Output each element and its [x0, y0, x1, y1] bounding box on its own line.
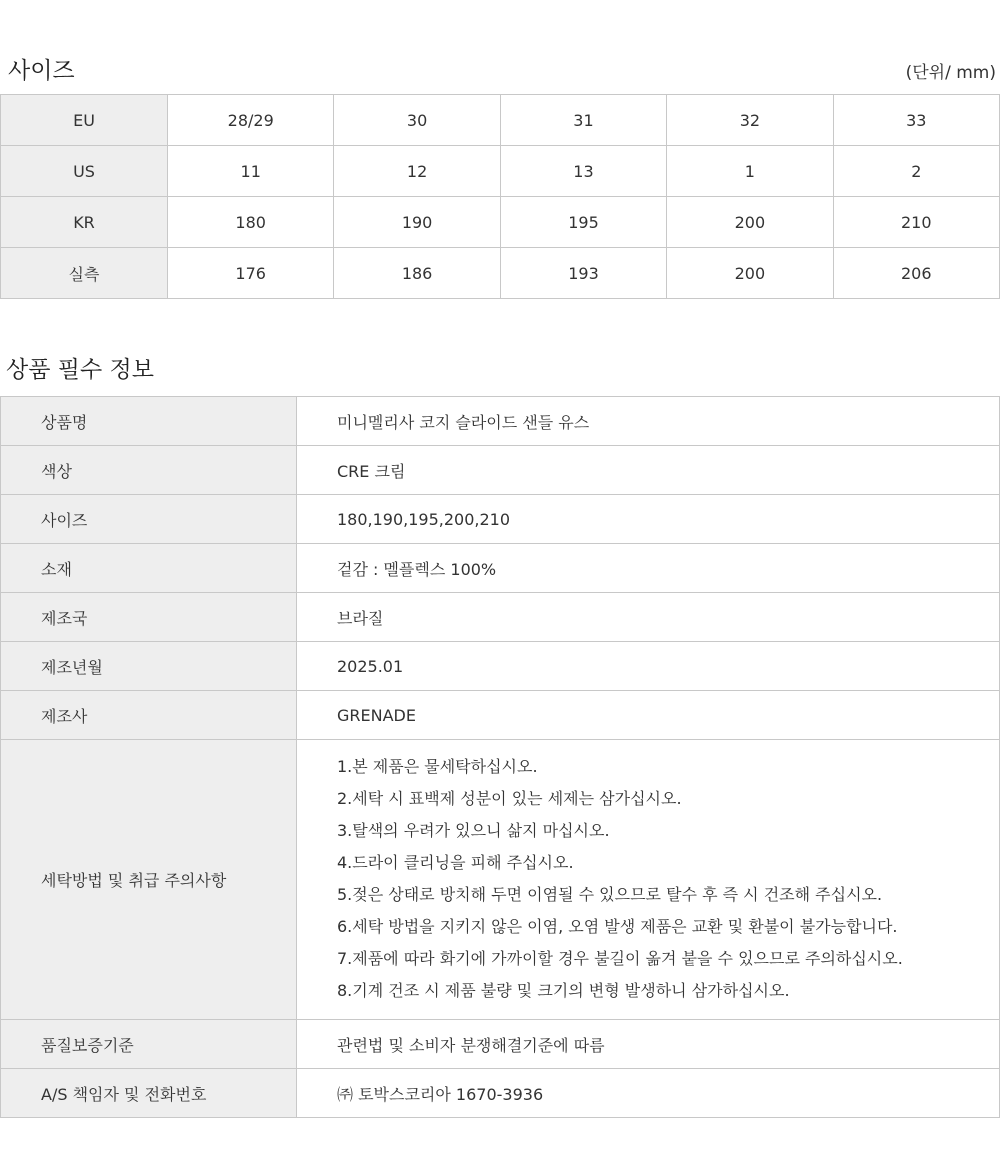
- size-cell: 186: [334, 248, 500, 299]
- care-item: 7.제품에 따라 화기에 가까이할 경우 불길이 옮겨 붙을 수 있으므로 주의하십시오.: [337, 948, 903, 968]
- size-row-kr: [1, 197, 1000, 248]
- care-item: 2.세탁 시 표백제 성분이 있는 세제는 삼가십시오.: [337, 788, 682, 808]
- info-label: 세탁방법 및 취급 주의사항: [1, 740, 297, 1020]
- info-row-manufacture-date: [1, 642, 1000, 691]
- size-cell: 31: [500, 95, 666, 146]
- size-cell: 33: [833, 95, 999, 146]
- info-value: GRENADE: [297, 691, 1000, 740]
- info-label: 사이즈: [1, 495, 297, 544]
- size-row-eu: [1, 95, 1000, 146]
- info-row-manufacturer: [1, 691, 1000, 740]
- info-row-color: [1, 446, 1000, 495]
- size-unit-label: (단위/ mm): [905, 63, 996, 83]
- info-section-title: 상품 필수 정보: [6, 357, 154, 383]
- size-cell: 180: [168, 197, 334, 248]
- product-info-table: [0, 396, 1000, 1118]
- size-cell: 1: [667, 146, 833, 197]
- size-row-label: EU: [1, 95, 168, 146]
- info-label: 상품명: [1, 397, 297, 446]
- info-value: 관련법 및 소비자 분쟁해결기준에 따름: [297, 1020, 1000, 1069]
- info-label: 제조국: [1, 593, 297, 642]
- care-item: 1.본 제품은 물세탁하십시오.: [337, 756, 538, 776]
- info-value: 미니멜리사 코지 슬라이드 샌들 유스: [297, 397, 1000, 446]
- size-row-label: KR: [1, 197, 168, 248]
- size-cell: 190: [334, 197, 500, 248]
- size-table: [0, 94, 1000, 299]
- size-cell: 195: [500, 197, 666, 248]
- size-cell: 193: [500, 248, 666, 299]
- size-cell: 28/29: [168, 95, 334, 146]
- info-row-country: [1, 593, 1000, 642]
- info-section-header: [0, 355, 1000, 389]
- size-cell: 176: [168, 248, 334, 299]
- care-item: 4.드라이 클리닝을 피해 주십시오.: [337, 852, 574, 872]
- size-cell: 12: [334, 146, 500, 197]
- size-cell: 30: [334, 95, 500, 146]
- info-label: 제조년월: [1, 642, 297, 691]
- size-cell: 2: [833, 146, 999, 197]
- care-item: 5.젖은 상태로 방치해 두면 이염될 수 있으므로 탈수 후 즉 시 건조해 주십시오.: [337, 884, 883, 904]
- care-list: [337, 741, 999, 1019]
- size-row-actual: [1, 248, 1000, 299]
- info-value: ㈜ 토박스코리아 1670-3936: [297, 1069, 1000, 1118]
- size-cell: 11: [168, 146, 334, 197]
- info-label: 품질보증기준: [1, 1020, 297, 1069]
- info-row-product-name: [1, 397, 1000, 446]
- info-row-care: [1, 740, 1000, 1020]
- care-instructions: [297, 740, 1000, 1020]
- size-cell: 200: [667, 248, 833, 299]
- size-cell: 32: [667, 95, 833, 146]
- size-cell: 206: [833, 248, 999, 299]
- size-section-title: 사이즈: [8, 58, 75, 84]
- info-row-as-contact: [1, 1069, 1000, 1118]
- info-label: 제조사: [1, 691, 297, 740]
- size-section-header: [0, 56, 1000, 90]
- info-value: 겉감 : 멜플렉스 100%: [297, 544, 1000, 593]
- care-item: 3.탈색의 우려가 있으니 삶지 마십시오.: [337, 820, 610, 840]
- info-row-size: [1, 495, 1000, 544]
- care-item: 6.세탁 방법을 지키지 않은 이염, 오염 발생 제품은 교환 및 환불이 불가능합니다.: [337, 916, 898, 936]
- size-row-label: US: [1, 146, 168, 197]
- info-value: 브라질: [297, 593, 1000, 642]
- info-row-material: [1, 544, 1000, 593]
- info-value: CRE 크림: [297, 446, 1000, 495]
- size-cell: 210: [833, 197, 999, 248]
- size-row-us: [1, 146, 1000, 197]
- info-value: 2025.01: [297, 642, 1000, 691]
- info-value: 180,190,195,200,210: [297, 495, 1000, 544]
- info-row-quality: [1, 1020, 1000, 1069]
- size-cell: 200: [667, 197, 833, 248]
- info-label: A/S 책임자 및 전화번호: [1, 1069, 297, 1118]
- info-label: 소재: [1, 544, 297, 593]
- size-row-label: 실측: [1, 248, 168, 299]
- size-cell: 13: [500, 146, 666, 197]
- info-label: 색상: [1, 446, 297, 495]
- care-item: 8.기계 건조 시 제품 불량 및 크기의 변형 발생하니 삼가하십시오.: [337, 980, 790, 1000]
